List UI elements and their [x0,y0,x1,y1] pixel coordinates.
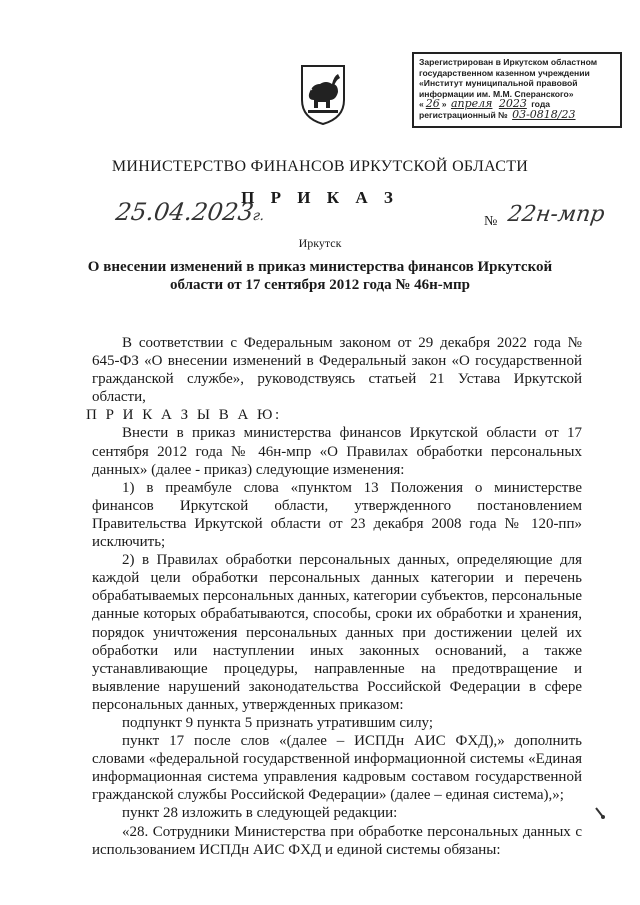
stamp-reg-number: 03-0818/23 [512,109,576,121]
stamp-line-4: информации им. М.М. Сперанского» [419,88,574,99]
stamp-line-2: государственном казенном учреждении [419,67,590,78]
stamp-date-month: апреля [450,99,493,110]
pen-mark-icon [594,806,606,820]
stamp-reg-line [419,110,615,121]
paragraph-item-1: 1) в преамбуле слова «пунктом 13 Положения о министерстве финансов Иркутской области, утвержденного постановлением Правительства Иркутской области от 23 декабря 2008 года № 120-пп» исключить; [92,479,582,551]
paragraph-item-2: 2) в Правилах обработки персональных данных, определяющие для каждой цели обработки персональных данных категории и перечень обрабатываемых персональных данных, категории субъектов, персональные данные которых обрабатываются, способы, сроки их обработки и хранения, порядок уничтожения персональных данных при достижении целей их обработки или наступлении иных законных оснований, а также устанавливающие процедуры, направленные на предотвращение и выявление нарушений законодательства Российской Федерации в сфере персональных данных, утвержденных приказом: [92,552,582,713]
stamp-line-1: Зарегистрирован в Иркутском областном [419,57,598,67]
stamp-date-day: 26 [425,99,440,110]
ministry-heading: МИНИСТЕРСТВО ФИНАНСОВ ИРКУТСКОЙ ОБЛАСТИ [111,158,529,175]
paragraph-intro: Внести в приказ министерства финансов Иркутской области от 17 сентября 2012 года № 46н-мпр «О Правилах обработки персональных данных» (далее - приказ) следующие изменения: [92,425,582,478]
stamp-date-suffix: года [531,99,551,110]
registration-stamp [412,52,622,128]
stamp-date-close: » [441,99,447,110]
handwritten-date-suffix: г. [251,208,266,224]
number-sign: № [484,214,498,229]
stamp-reg-label: регистрационный № [419,109,508,120]
document-title: О внесении изменений в приказ министерства финансов Иркутской области от 17 сентября 2012 года № 46н-мпр [87,259,553,293]
paragraph-subitem-9: подпункт 9 пункта 5 признать утратившим силу; [122,714,434,731]
coat-of-arms-icon [298,62,348,126]
stamp-date-line [419,99,615,110]
paragraph-item-17: пункт 17 после слов «(далее – ИСПДн АИС ФХД),» дополнить словами «федеральной государственной информационной системы «Единая информационная система управления кадровым составом государственной гражданской службы Российской Федерации» (далее – единая система),»; [92,733,582,804]
document-body [86,334,582,859]
handwritten-date-value: 25.04.2023 [114,198,256,226]
stamp-date-open: « [419,99,424,110]
stamp-date-year: 2023 [498,99,527,110]
handwritten-number: 22н-мпр [506,202,607,227]
paragraph-decree: П Р И К А З Ы В А Ю: [86,407,282,424]
paragraph-item-28-text: «28. Сотрудники Министерства при обработке персональных данных с использованием ИСПДн АИС ФХД и единой системы обязаны: [92,823,582,858]
stamp-line-3: «Институт муниципальной правовой [419,78,578,89]
document-type-heading: П Р И К А З [241,188,399,207]
paragraph-item-28: пункт 28 изложить в следующей редакции: [122,805,398,822]
handwritten-date [114,198,267,226]
paragraph-preamble: В соответствии с Федеральным законом от 29 декабря 2022 года № 645-ФЗ «О внесении изменений в Федеральный закон «О государственной гражданской службе», руководствуясь статьей 21 Устава Иркутской области, [92,335,582,406]
city-label: Иркутск [298,236,342,250]
